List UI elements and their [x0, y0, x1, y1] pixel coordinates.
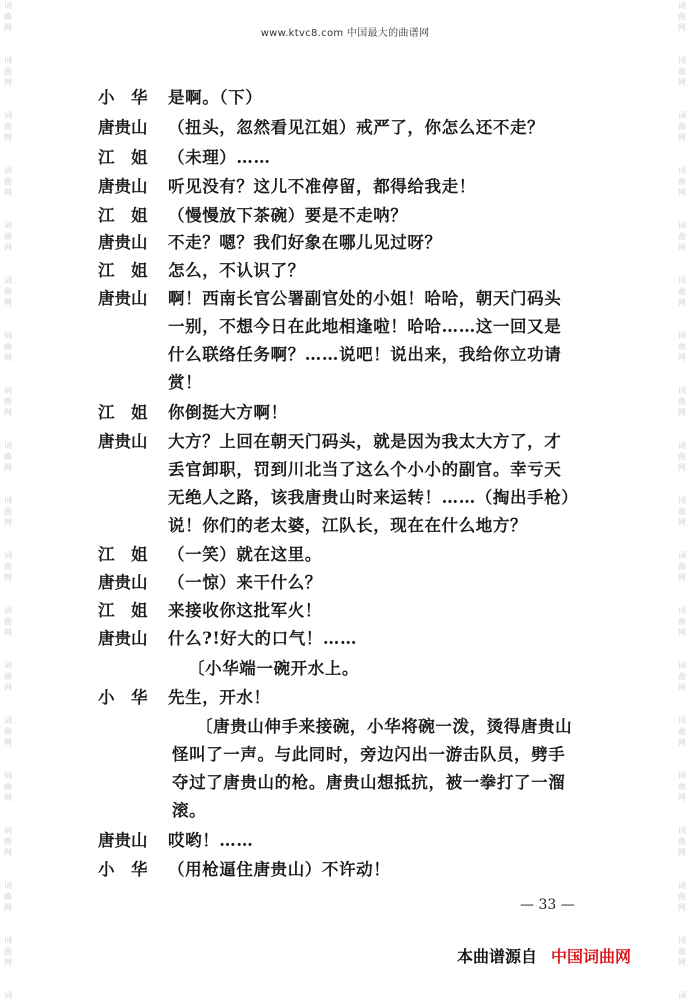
watermark-char: 词	[678, 991, 686, 1000]
watermark-char: 曲	[4, 287, 12, 296]
watermark-char: 词	[678, 386, 686, 395]
watermark-char: 词	[678, 111, 686, 120]
watermark-char: 曲	[678, 892, 686, 901]
watermark-gap	[1, 858, 15, 880]
speaker-name: 唐贵山	[98, 629, 148, 648]
watermark-char: 词	[4, 991, 12, 1000]
watermark-char: 词	[678, 331, 686, 340]
speaker-name: 江 姐	[98, 545, 148, 564]
dialogue-text: 什么?!好大的口气！……	[168, 629, 358, 648]
watermark-char: 曲	[678, 12, 686, 21]
watermark-char: 网	[678, 353, 686, 362]
watermark-char: 词	[4, 276, 12, 285]
dialogue-text: 哎哟！……	[168, 831, 254, 850]
watermark-char: 网	[4, 408, 12, 417]
watermark-gap	[675, 968, 689, 990]
stage-direction: 滚。	[172, 801, 207, 820]
speaker-name: 小 华	[98, 688, 148, 707]
watermark-gap	[675, 913, 689, 935]
watermark-char: 词	[4, 881, 12, 890]
watermark-char: 曲	[4, 12, 12, 21]
watermark-gap	[675, 748, 689, 770]
watermark-char: 网	[678, 628, 686, 637]
speaker-name: 唐贵山	[98, 118, 148, 137]
watermark-gap	[675, 803, 689, 825]
watermark-char: 曲	[4, 617, 12, 626]
watermark-char: 词	[678, 881, 686, 890]
watermark-char: 网	[678, 133, 686, 142]
watermark-char: 曲	[4, 232, 12, 241]
watermark-char: 词	[4, 1, 12, 10]
watermark-char: 词	[678, 56, 686, 65]
watermark-char: 曲	[678, 617, 686, 626]
dialogue-line	[98, 831, 638, 851]
watermark-char: 网	[678, 78, 686, 87]
dialogue-text: 一别，不想今日在此地相逢啦！哈哈……这一回又是	[168, 317, 562, 336]
watermark-char: 词	[4, 386, 12, 395]
source-credit	[457, 944, 631, 967]
watermark-gap	[1, 473, 15, 495]
dialogue-line	[98, 88, 638, 108]
watermark-gap	[1, 363, 15, 385]
watermark-gap	[1, 198, 15, 220]
dialogue-text: 怎么，不认识了？	[168, 261, 305, 280]
watermark-char: 曲	[678, 232, 686, 241]
dialogue-line	[98, 629, 638, 649]
watermark-char: 网	[678, 848, 686, 857]
watermark-char: 网	[4, 518, 12, 527]
speaker-name: 江 姐	[98, 148, 148, 167]
watermark-char: 网	[4, 573, 12, 582]
watermark-char: 词	[678, 166, 686, 175]
speaker-name: 江 姐	[98, 403, 148, 422]
dialogue-line	[98, 601, 638, 621]
dialogue-continuation	[98, 345, 638, 365]
watermark-char: 曲	[4, 177, 12, 186]
watermark-gap	[1, 88, 15, 110]
dialogue-continuation	[98, 373, 638, 393]
dialogue-line	[98, 432, 638, 452]
watermark-gap	[675, 253, 689, 275]
stage-direction: 夺过了唐贵山的枪。唐贵山想抵抗，被一拳打了一溜	[172, 773, 566, 792]
watermark-char: 网	[4, 133, 12, 142]
speaker-name: 江 姐	[98, 261, 148, 280]
watermark-char: 曲	[4, 397, 12, 406]
dialogue-text: 是啊。（下）	[168, 88, 263, 107]
watermark-char: 网	[4, 738, 12, 747]
watermark-char: 曲	[678, 287, 686, 296]
watermark-char: 词	[678, 221, 686, 230]
watermark-gap	[675, 528, 689, 550]
watermark-char: 词	[678, 661, 686, 670]
watermark-char: 曲	[678, 177, 686, 186]
page-header	[0, 24, 690, 39]
watermark-char: 网	[678, 738, 686, 747]
dialogue-line	[98, 860, 638, 880]
dialogue-text: 啊！西南长官公署副官处的小姐！哈哈，朝天门码头	[168, 289, 562, 308]
stage-direction: 〔唐贵山伸手来接碗，小华将碗一泼，烫得唐贵山	[196, 717, 573, 736]
speaker-name: 唐贵山	[98, 289, 148, 308]
watermark-char: 网	[678, 958, 686, 967]
dialogue-text: （用枪逼住唐贵山）不许动！	[168, 860, 391, 879]
watermark-char: 曲	[678, 397, 686, 406]
watermark-char: 网	[678, 243, 686, 252]
watermark-gap	[1, 418, 15, 440]
watermark-char: 词	[678, 716, 686, 725]
watermark-gap	[1, 528, 15, 550]
watermark-gap	[675, 308, 689, 330]
dialogue-line	[98, 573, 638, 593]
watermark-char: 网	[4, 683, 12, 692]
watermark-char: 词	[4, 496, 12, 505]
dialogue-line	[98, 261, 638, 281]
watermark-gap	[1, 33, 15, 55]
watermark-char: 曲	[678, 672, 686, 681]
watermark-char: 词	[678, 606, 686, 615]
watermark-char: 曲	[678, 342, 686, 351]
watermark-gap	[675, 583, 689, 605]
dialogue-continuation	[98, 460, 638, 480]
speaker-name: 小 华	[98, 860, 148, 879]
watermark-gap	[1, 913, 15, 935]
watermark-char: 曲	[4, 452, 12, 461]
dialogue-line	[98, 177, 638, 197]
stage-direction: 怪叫了一声。与此同时，旁边闪出一游击队员，劈手	[172, 745, 566, 764]
dialogue-line	[98, 545, 638, 565]
watermark-gap	[675, 693, 689, 715]
dialogue-text: 什么联络任务啊？……说吧！说出来，我给你立功请	[168, 345, 562, 364]
speaker-name: 唐贵山	[98, 177, 148, 196]
watermark-gap	[675, 143, 689, 165]
watermark-char: 曲	[678, 727, 686, 736]
speaker-name: 江 姐	[98, 601, 148, 620]
site-header-text: www.ktvc8.com 中国最大的曲谱网	[260, 28, 430, 39]
watermark-char: 网	[678, 793, 686, 802]
watermark-gap	[1, 638, 15, 660]
watermark-char: 网	[678, 408, 686, 417]
watermark-char: 曲	[4, 67, 12, 76]
watermark-char: 网	[678, 463, 686, 472]
watermark-gap	[675, 198, 689, 220]
watermark-char: 曲	[4, 122, 12, 131]
watermark-char: 网	[678, 298, 686, 307]
dialogue-line	[98, 289, 638, 309]
watermark-char: 网	[4, 793, 12, 802]
watermark-char: 曲	[4, 892, 12, 901]
watermark-gap	[675, 638, 689, 660]
dialogue-line	[98, 688, 638, 708]
watermark-char: 词	[4, 221, 12, 230]
dialogue-text: 先生，开水！	[168, 688, 271, 707]
watermark-char: 网	[678, 573, 686, 582]
dialogue-text: 你倒挺大方啊！	[168, 403, 288, 422]
dialogue-line	[98, 233, 638, 253]
watermark-char: 曲	[4, 837, 12, 846]
watermark-char: 词	[4, 111, 12, 120]
watermark-char: 网	[678, 518, 686, 527]
dialogue-text: 说！你们的老太婆，江队长，现在在什么地方？	[168, 516, 528, 535]
watermark-char: 网	[4, 23, 12, 32]
watermark-char: 词	[678, 551, 686, 560]
dialogue-text: 不走？嗯？我们好象在哪儿见过呀？	[168, 233, 442, 252]
dialogue-text: 丢官卸职，罚到川北当了这么个小小的副官。幸亏天	[168, 460, 562, 479]
dialogue-text: （慢慢放下茶碗）要是不走呐？	[168, 206, 408, 225]
speaker-name: 唐贵山	[98, 233, 148, 252]
watermark-gap	[675, 88, 689, 110]
watermark-char: 曲	[678, 782, 686, 791]
watermark-char: 网	[4, 78, 12, 87]
watermark-char: 网	[4, 958, 12, 967]
speaker-name: 江 姐	[98, 206, 148, 225]
watermark-char: 曲	[4, 782, 12, 791]
watermark-char: 曲	[4, 507, 12, 516]
dialogue-line	[98, 403, 638, 423]
watermark-gap	[1, 253, 15, 275]
watermark-gap	[675, 418, 689, 440]
page-number: — 33 —	[520, 897, 575, 913]
dialogue-text: （未理）……	[168, 148, 271, 167]
watermark-char: 网	[678, 23, 686, 32]
watermark-gap	[1, 693, 15, 715]
watermark-char: 词	[4, 936, 12, 945]
watermark-char: 曲	[678, 837, 686, 846]
stage-direction: 〔小华端一碗开水上。	[188, 659, 359, 678]
dialogue-text: 大方？上回在朝天门码头，就是因为我太大方了，才	[168, 432, 562, 451]
watermark-char: 曲	[4, 562, 12, 571]
watermark-char: 词	[678, 441, 686, 450]
watermark-char: 网	[4, 298, 12, 307]
watermark-char: 曲	[678, 122, 686, 131]
source-label: 本曲谱源自	[457, 947, 538, 966]
watermark-char: 网	[4, 463, 12, 472]
watermark-char: 曲	[678, 507, 686, 516]
speaker-name: 唐贵山	[98, 831, 148, 850]
watermark-char: 词	[4, 716, 12, 725]
watermark-char: 网	[4, 628, 12, 637]
speaker-name: 唐贵山	[98, 432, 148, 451]
left-watermark-strip	[1, 0, 15, 1000]
watermark-char: 网	[4, 188, 12, 197]
dialogue-line	[98, 206, 638, 226]
watermark-char: 词	[678, 1, 686, 10]
dialogue-text: （一惊）来干什么？	[168, 573, 322, 592]
watermark-char: 词	[4, 826, 12, 835]
watermark-char: 曲	[4, 672, 12, 681]
dialogue-text: 无绝人之路，该我唐贵山时来运转！……（掏出手枪）	[168, 488, 579, 507]
watermark-gap	[675, 858, 689, 880]
watermark-char: 词	[678, 276, 686, 285]
watermark-gap	[675, 473, 689, 495]
dialogue-continuation	[98, 516, 638, 536]
watermark-gap	[1, 748, 15, 770]
dialogue-line	[98, 118, 638, 138]
watermark-char: 曲	[4, 947, 12, 956]
watermark-char: 词	[4, 661, 12, 670]
dialogue-continuation	[98, 317, 638, 337]
watermark-char: 曲	[678, 562, 686, 571]
watermark-char: 网	[4, 848, 12, 857]
watermark-char: 网	[678, 903, 686, 912]
watermark-char: 曲	[678, 452, 686, 461]
dialogue-text: （扭头，忽然看见江姐）戒严了，你怎么还不走？	[168, 118, 545, 137]
watermark-gap	[675, 363, 689, 385]
watermark-char: 词	[678, 771, 686, 780]
source-brand-link[interactable]: 中国词曲网	[551, 947, 632, 966]
watermark-char: 曲	[678, 947, 686, 956]
dialogue-text: 来接收你这批军火！	[168, 601, 322, 620]
dialogue-continuation	[98, 488, 638, 508]
watermark-gap	[1, 583, 15, 605]
dialogue-line	[98, 148, 638, 168]
watermark-gap	[1, 803, 15, 825]
watermark-gap	[675, 33, 689, 55]
watermark-char: 网	[678, 683, 686, 692]
watermark-char: 词	[4, 606, 12, 615]
watermark-char: 曲	[4, 727, 12, 736]
watermark-char: 词	[4, 331, 12, 340]
watermark-char: 词	[4, 166, 12, 175]
speaker-name: 唐贵山	[98, 573, 148, 592]
watermark-char: 词	[678, 496, 686, 505]
watermark-char: 词	[4, 441, 12, 450]
watermark-char: 词	[678, 936, 686, 945]
watermark-gap	[1, 143, 15, 165]
watermark-char: 词	[4, 551, 12, 560]
watermark-char: 网	[678, 188, 686, 197]
watermark-char: 词	[678, 826, 686, 835]
watermark-char: 词	[4, 56, 12, 65]
watermark-char: 曲	[4, 342, 12, 351]
watermark-char: 网	[4, 243, 12, 252]
watermark-char: 网	[4, 903, 12, 912]
watermark-char: 曲	[678, 67, 686, 76]
dialogue-text: 赏！	[168, 373, 203, 392]
watermark-gap	[1, 308, 15, 330]
watermark-char: 网	[4, 353, 12, 362]
watermark-gap	[1, 968, 15, 990]
dialogue-text: 听见没有？这儿不准停留，都得给我走！	[168, 177, 476, 196]
speaker-name: 小 华	[98, 88, 148, 107]
right-watermark-strip	[675, 0, 689, 1000]
dialogue-text: （一笑）就在这里。	[168, 545, 322, 564]
watermark-char: 词	[4, 771, 12, 780]
